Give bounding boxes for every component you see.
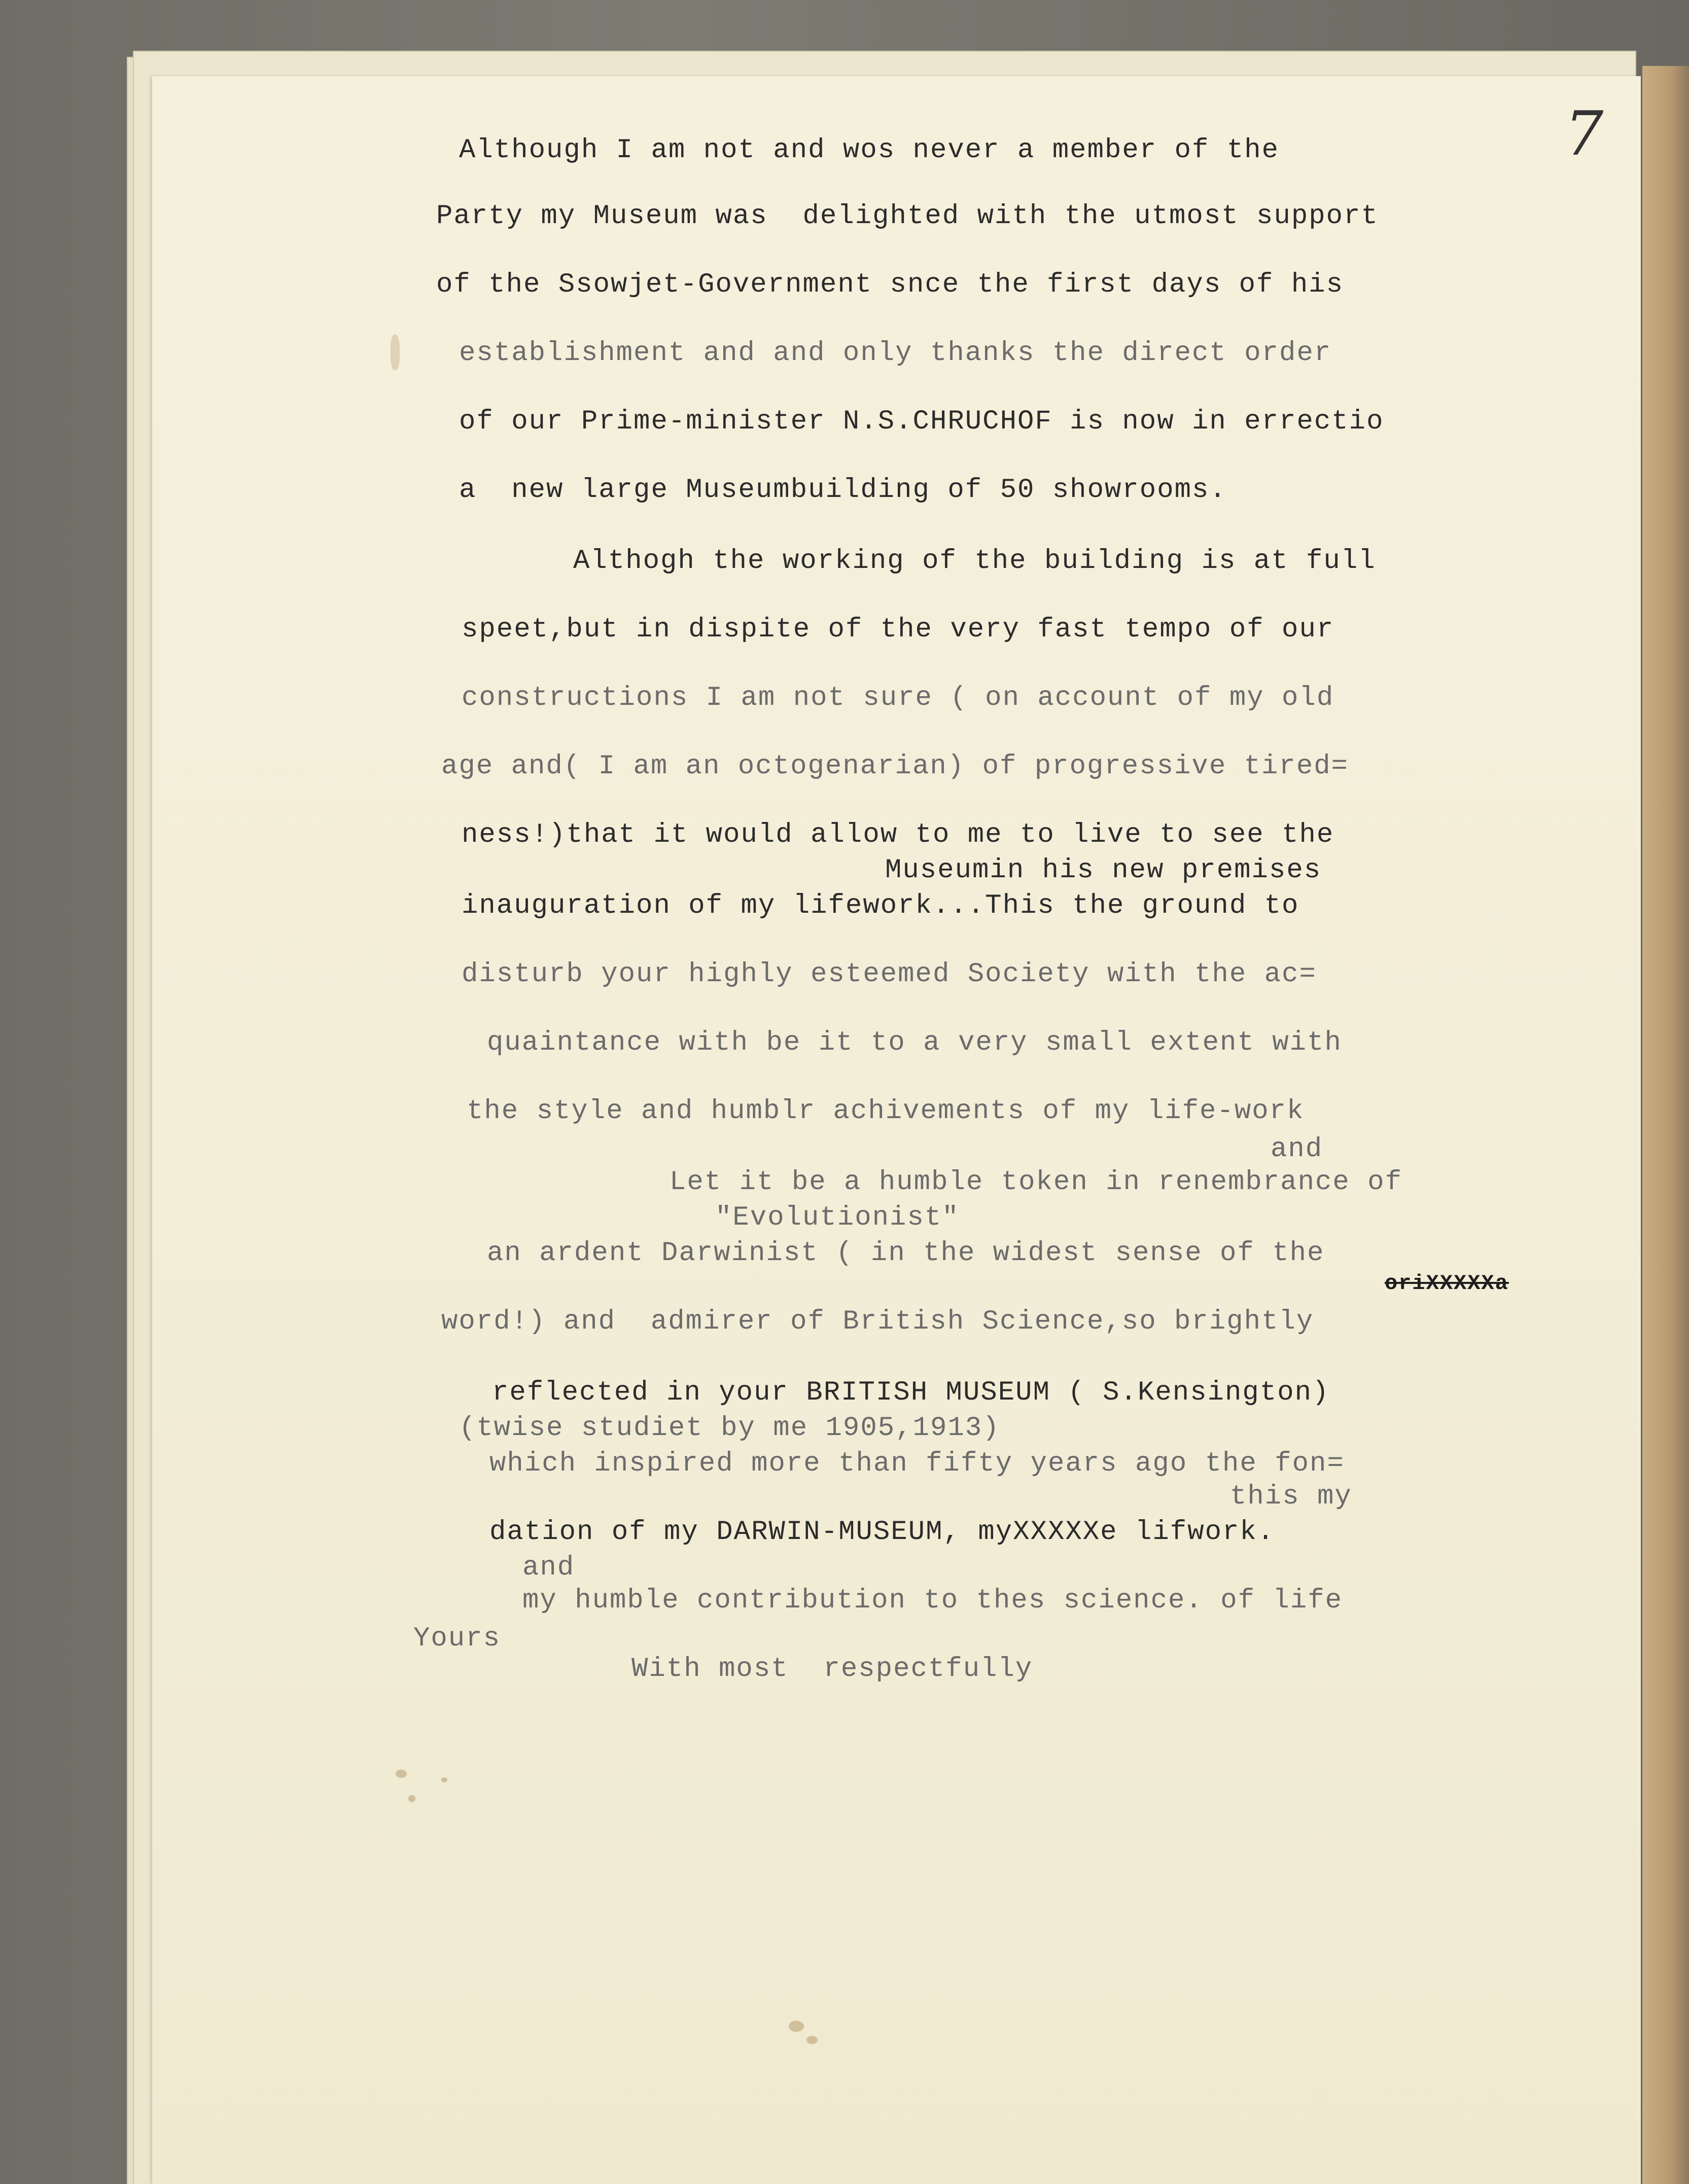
text-line: the style and humblr achivements of my life-work: [467, 1096, 1305, 1127]
text-line: of the Ssowjet-Government snce the first days of his: [436, 269, 1344, 300]
paper-stain: [396, 1770, 407, 1778]
paper-stain: [789, 2021, 804, 2032]
text-line: constructions I am not sure ( on account of my old: [462, 683, 1334, 713]
paper-stain: [408, 1795, 415, 1802]
closing-line: With most respectfully: [631, 1654, 1033, 1685]
text-line: Although I am not and wos never a member of the: [459, 135, 1280, 166]
text-line: a new large Museumbuilding of 50 showrooms.: [459, 475, 1227, 506]
text-line: reflected in your BRITISH MUSEUM ( S.Kensington): [492, 1377, 1330, 1408]
text-line: quaintance with be it to a very small extent with: [487, 1027, 1342, 1058]
text-line: which inspired more than fifty years ago the fon=: [489, 1448, 1345, 1479]
typed-letter-page: [152, 76, 1641, 2184]
text-line: establishment and and only thanks the direct order: [459, 338, 1332, 369]
page-number: 7: [1565, 99, 1604, 169]
text-line: ness!)that it would allow to me to live to see the: [462, 819, 1334, 850]
text-line: Let it be a humble token in renembrance of: [670, 1167, 1403, 1198]
struck-out-word: oriXXXXXa: [1385, 1271, 1509, 1296]
text-line: of our Prime-minister N.S.CHRUCHOF is now in errectio: [459, 406, 1384, 437]
interlinear-insertion: and: [522, 1552, 575, 1583]
folder-edge: [1642, 66, 1689, 2184]
text-line: word!) and admirer of British Science,so brightly: [441, 1306, 1314, 1337]
text-line: my humble contribution to thes science. of life: [522, 1585, 1343, 1616]
paper-stain: [806, 2036, 818, 2044]
interlinear-insertion: "Evolutionist": [715, 1202, 960, 1233]
text-line: age and( I am an octogenarian) of progressive tired=: [441, 751, 1349, 782]
text-line: inauguration of my lifework...This the ground to: [462, 890, 1299, 921]
text-line: an ardent Darwinist ( in the widest sense of the: [487, 1238, 1325, 1269]
text-line: dation of my DARWIN-MUSEUM, myXXXXXe lifwork.: [489, 1517, 1275, 1548]
text-line: disturb your highly esteemed Society with the ac=: [462, 959, 1317, 990]
text-line: Althogh the working of the building is at full: [573, 546, 1376, 577]
text-line: Party my Museum was delighted with the utmost support: [436, 201, 1379, 232]
text-line: speet,but in dispite of the very fast tempo of our: [462, 614, 1334, 645]
text-line: (twise studiet by me 1905,1913): [459, 1413, 1000, 1444]
closing-line: Yours: [413, 1623, 501, 1654]
interlinear-insertion: Museumin his new premises: [885, 855, 1322, 886]
paper-stain: [391, 335, 400, 370]
interlinear-insertion: and: [1271, 1134, 1323, 1165]
paper-stain: [441, 1777, 447, 1782]
interlinear-insertion: this my: [1230, 1481, 1352, 1512]
